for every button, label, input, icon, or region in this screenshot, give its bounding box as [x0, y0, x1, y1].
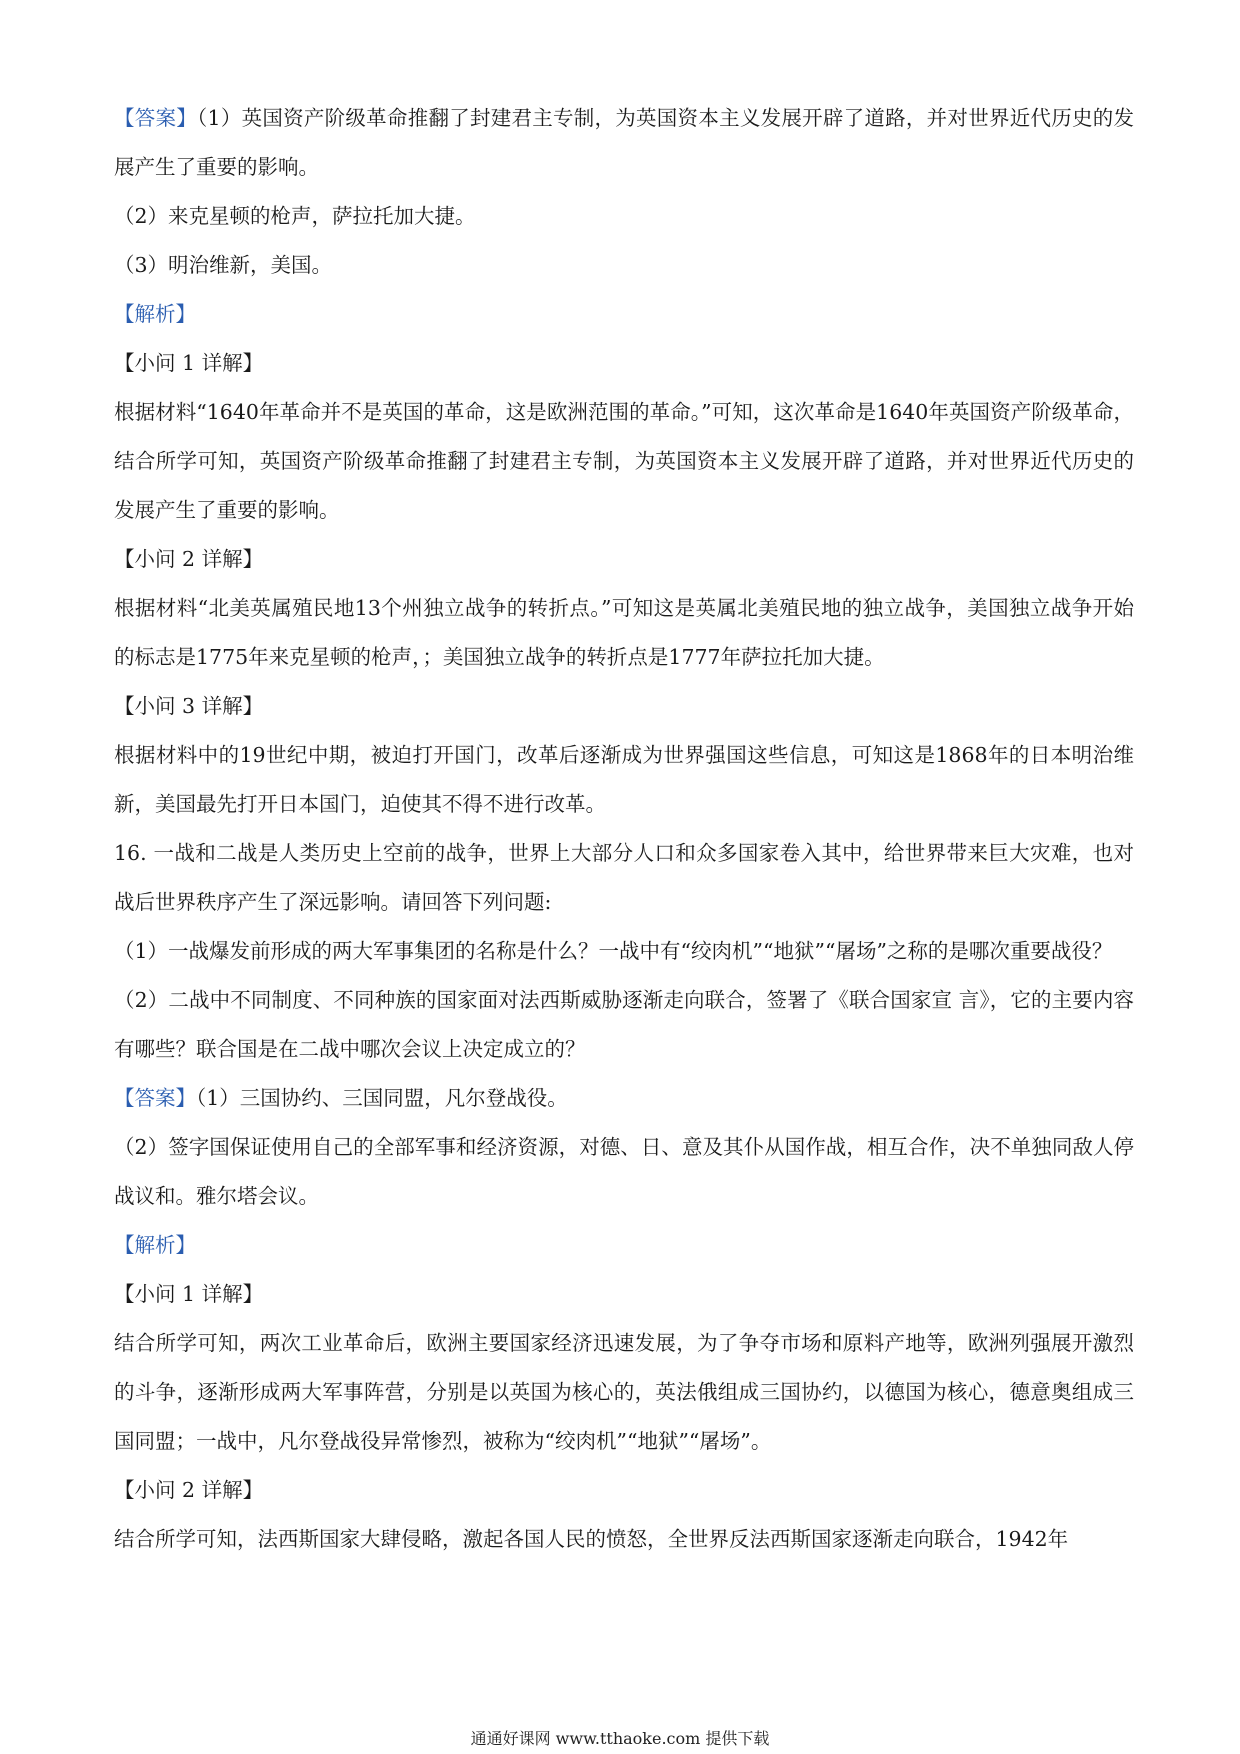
sub-question-1-analysis: 根据材料“1640年革命并不是英国的革命，这是欧洲范围的革命。”可知，这次革命是1640年英国资产阶级革命，结合所学可知，英国资产阶级革命推翻了封建君主专制，为英国资本主义发展开辟了道路，并对世界近代历史的发展产生了重要的影响。 [114, 400, 1134, 522]
answer-paragraph-16 [114, 1074, 1134, 1123]
document-body [114, 94, 1134, 1564]
sub-question-1-heading: 【小问 1 详解】 [114, 351, 264, 375]
sub-question-2-analysis-16: 结合所学可知，法西斯国家大肆侵略，激起各国人民的愤怒，全世界反法西斯国家逐渐走向联合，1942年 [114, 1527, 1069, 1551]
analysis-heading [114, 290, 1134, 339]
answer-tag-16: 【答案】 [114, 1086, 196, 1110]
question-16-part-1: （1）一战爆发前形成的两大军事集团的名称是什么？一战中有“绞肉机”“地狱”“屠场”之称的是哪次重要战役？ [114, 939, 1113, 963]
analysis-tag-16: 【解析】 [114, 1233, 196, 1257]
answer-paragraph [114, 94, 1134, 192]
sub-question-1-heading-16: 【小问 1 详解】 [114, 1282, 264, 1306]
question-16-part-2: （2）二战中不同制度、不同种族的国家面对法西斯威胁逐渐走向联合，签署了《联合国家宣 言》，它的主要内容有哪些？联合国是在二战中哪次会议上决定成立的？ [114, 988, 1134, 1061]
sub-question-2-analysis: 根据材料“北美英属殖民地13个州独立战争的转折点。”可知这是英属北美殖民地的独立战争，美国独立战争开始的标志是1775年来克星顿的枪声，；美国独立战争的转折点是1777年萨拉托加大捷。 [114, 596, 1134, 669]
question-16-stem: 16. 一战和二战是人类历史上空前的战争，世界上大部分人口和众多国家卷入其中，给世界带来巨大灾难，也对战后世界秩序产生了深远影响。请回答下列问题: [114, 841, 1134, 914]
page-footer: 通通好课网 www.tthaoke.com 提供下载 [470, 1729, 770, 1748]
sub-question-2-heading: 【小问 2 详解】 [114, 547, 264, 571]
sub-question-3-heading: 【小问 3 详解】 [114, 694, 264, 718]
answer-item-3: （3）明治维新，美国。 [114, 253, 333, 277]
answer-text: （1）英国资产阶级革命推翻了封建君主专制，为英国资本主义发展开辟了道路，并对世界近代历史的发展产生了重要的影响。 [114, 106, 1135, 179]
answer-16-item-2: （2）签字国保证使用自己的全部军事和经济资源，对德、日、意及其仆从国作战，相互合作，决不单独同敌人停战议和。雅尔塔会议。 [114, 1135, 1134, 1208]
sub-question-2-heading-16: 【小问 2 详解】 [114, 1478, 264, 1502]
sub-question-1-analysis-16: 结合所学可知，两次工业革命后，欧洲主要国家经济迅速发展，为了争夺市场和原料产地等，欧洲列强展开激烈的斗争，逐渐形成两大军事阵营，分别是以英国为核心的，英法俄组成三国协约，以德国为核心，德意奥组成三国同盟；一战中，凡尔登战役异常惨烈，被称为“绞肉机”“地狱”“屠场”。 [114, 1331, 1134, 1453]
analysis-tag: 【解析】 [114, 302, 196, 326]
answer-text-16: （1）三国协约、三国同盟，凡尔登战役。 [196, 1086, 568, 1110]
answer-tag: 【答案】 [114, 106, 198, 130]
sub-question-3-analysis: 根据材料中的19世纪中期，被迫打开国门，改革后逐渐成为世界强国这些信息，可知这是1868年的日本明治维新，美国最先打开日本国门，迫使其不得不进行改革。 [114, 743, 1134, 816]
analysis-heading-16 [114, 1221, 1134, 1270]
answer-item-2: （2）来克星顿的枪声，萨拉托加大捷。 [114, 204, 476, 228]
